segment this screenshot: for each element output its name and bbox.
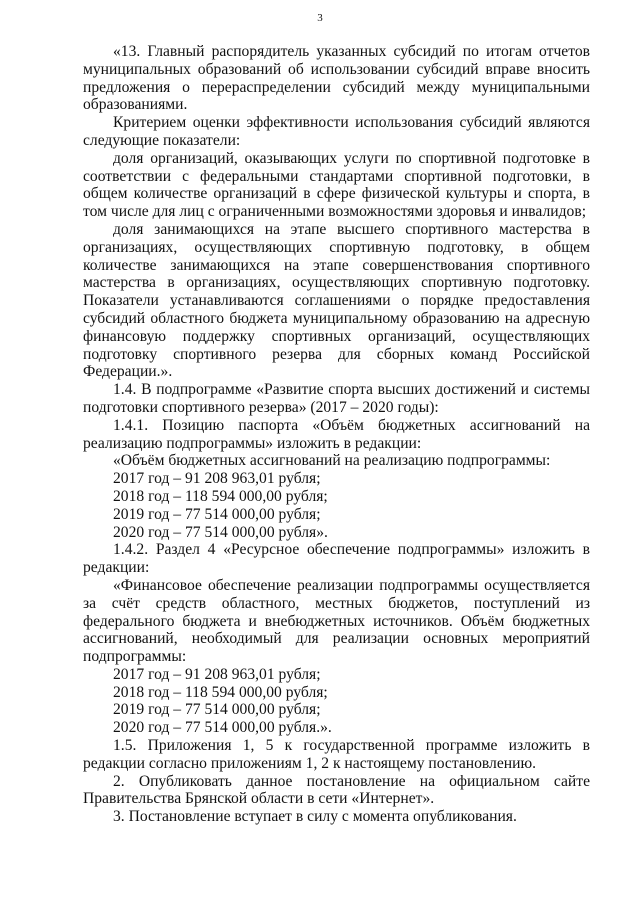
- paragraph: 2019 год – 77 514 000,00 рубля;: [113, 701, 321, 719]
- paragraph: 1.4.1. Позицию паспорта «Объём бюджетных ассигнований на реализацию подпрограммы» изложить в редакции:: [83, 416, 590, 452]
- paragraph: 1.4. В подпрограмме «Развитие спорта высших достижений и системы подготовки спортивного резерва» (2017 – 2020 годы):: [83, 381, 590, 416]
- paragraph: Критерием оценки эффективности использования субсидий являются следующие показатели:: [83, 114, 590, 149]
- paragraph: 3. Постановление вступает в силу с момента опубликования.: [113, 808, 517, 826]
- paragraph: 2017 год – 91 208 963,01 рубля;: [113, 470, 321, 488]
- paragraph: «Объём бюджетных ассигнований на реализацию подпрограммы:: [113, 452, 551, 470]
- page-number: 3: [317, 12, 323, 24]
- paragraph: 2017 год – 91 208 963,01 рубля;: [113, 665, 321, 683]
- paragraph: 2020 год – 77 514 000,00 рубля».: [113, 523, 328, 541]
- paragraph: доля занимающихся на этапе высшего спортивного мастерства в организациях, осуществляющих спортивную подготовку, в общем количестве занимающихся на этапе совершенствования спортивного мастерства в организациях, осуществляющих спортивную подготовку. Показатели устанавливаются соглашениями о порядке предоставления субсидий областного бюджета муниципальному образованию на адресную финансовую поддержку спортивных организаций, осуществляющих подготовку спортивного резерва для сборных команд Российской Федерации.».: [83, 220, 590, 381]
- paragraph: 1.4.2. Раздел 4 «Ресурсное обеспечение подпрограммы» изложить в редакции:: [83, 541, 590, 577]
- paragraph: 2. Опубликовать данное постановление на официальном сайте Правительства Брянской области в сети «Интернет».: [83, 772, 590, 808]
- paragraph: 2020 год – 77 514 000,00 рубля.».: [113, 719, 332, 737]
- document-body: [83, 43, 590, 826]
- paragraph: 2019 год – 77 514 000,00 рубля;: [113, 505, 321, 523]
- paragraph: «Финансовое обеспечение реализации подпрограммы осуществляется за счёт средств областного, местных бюджетов, поступлений из федерального бюджета и внебюджетных источников. Объём бюджетных ассигнований, необходимый для реализации основных мероприятий подпрограммы:: [83, 576, 590, 666]
- paragraph: 1.5. Приложения 1, 5 к государственной программе изложить в редакции согласно приложениям 1, 2 к настоящему постановлению.: [83, 737, 590, 772]
- paragraph: «13. Главный распорядитель указанных субсидий по итогам отчетов муниципальных образований об использовании субсидий вправе вносить предложения о перераспределении субсидий между муниципальными образованиями.: [83, 43, 590, 114]
- paragraph: 2018 год – 118 594 000,00 рубля;: [113, 487, 328, 505]
- paragraph: 2018 год – 118 594 000,00 рубля;: [113, 683, 328, 701]
- paragraph: доля организаций, оказывающих услуги по спортивной подготовке в соответствии с федеральными стандартами спортивной подготовки, в общем количестве организаций в сфере физической культуры и спорта, в том числе для лиц с ограниченными возможностями здоровья и инвалидов;: [83, 149, 590, 221]
